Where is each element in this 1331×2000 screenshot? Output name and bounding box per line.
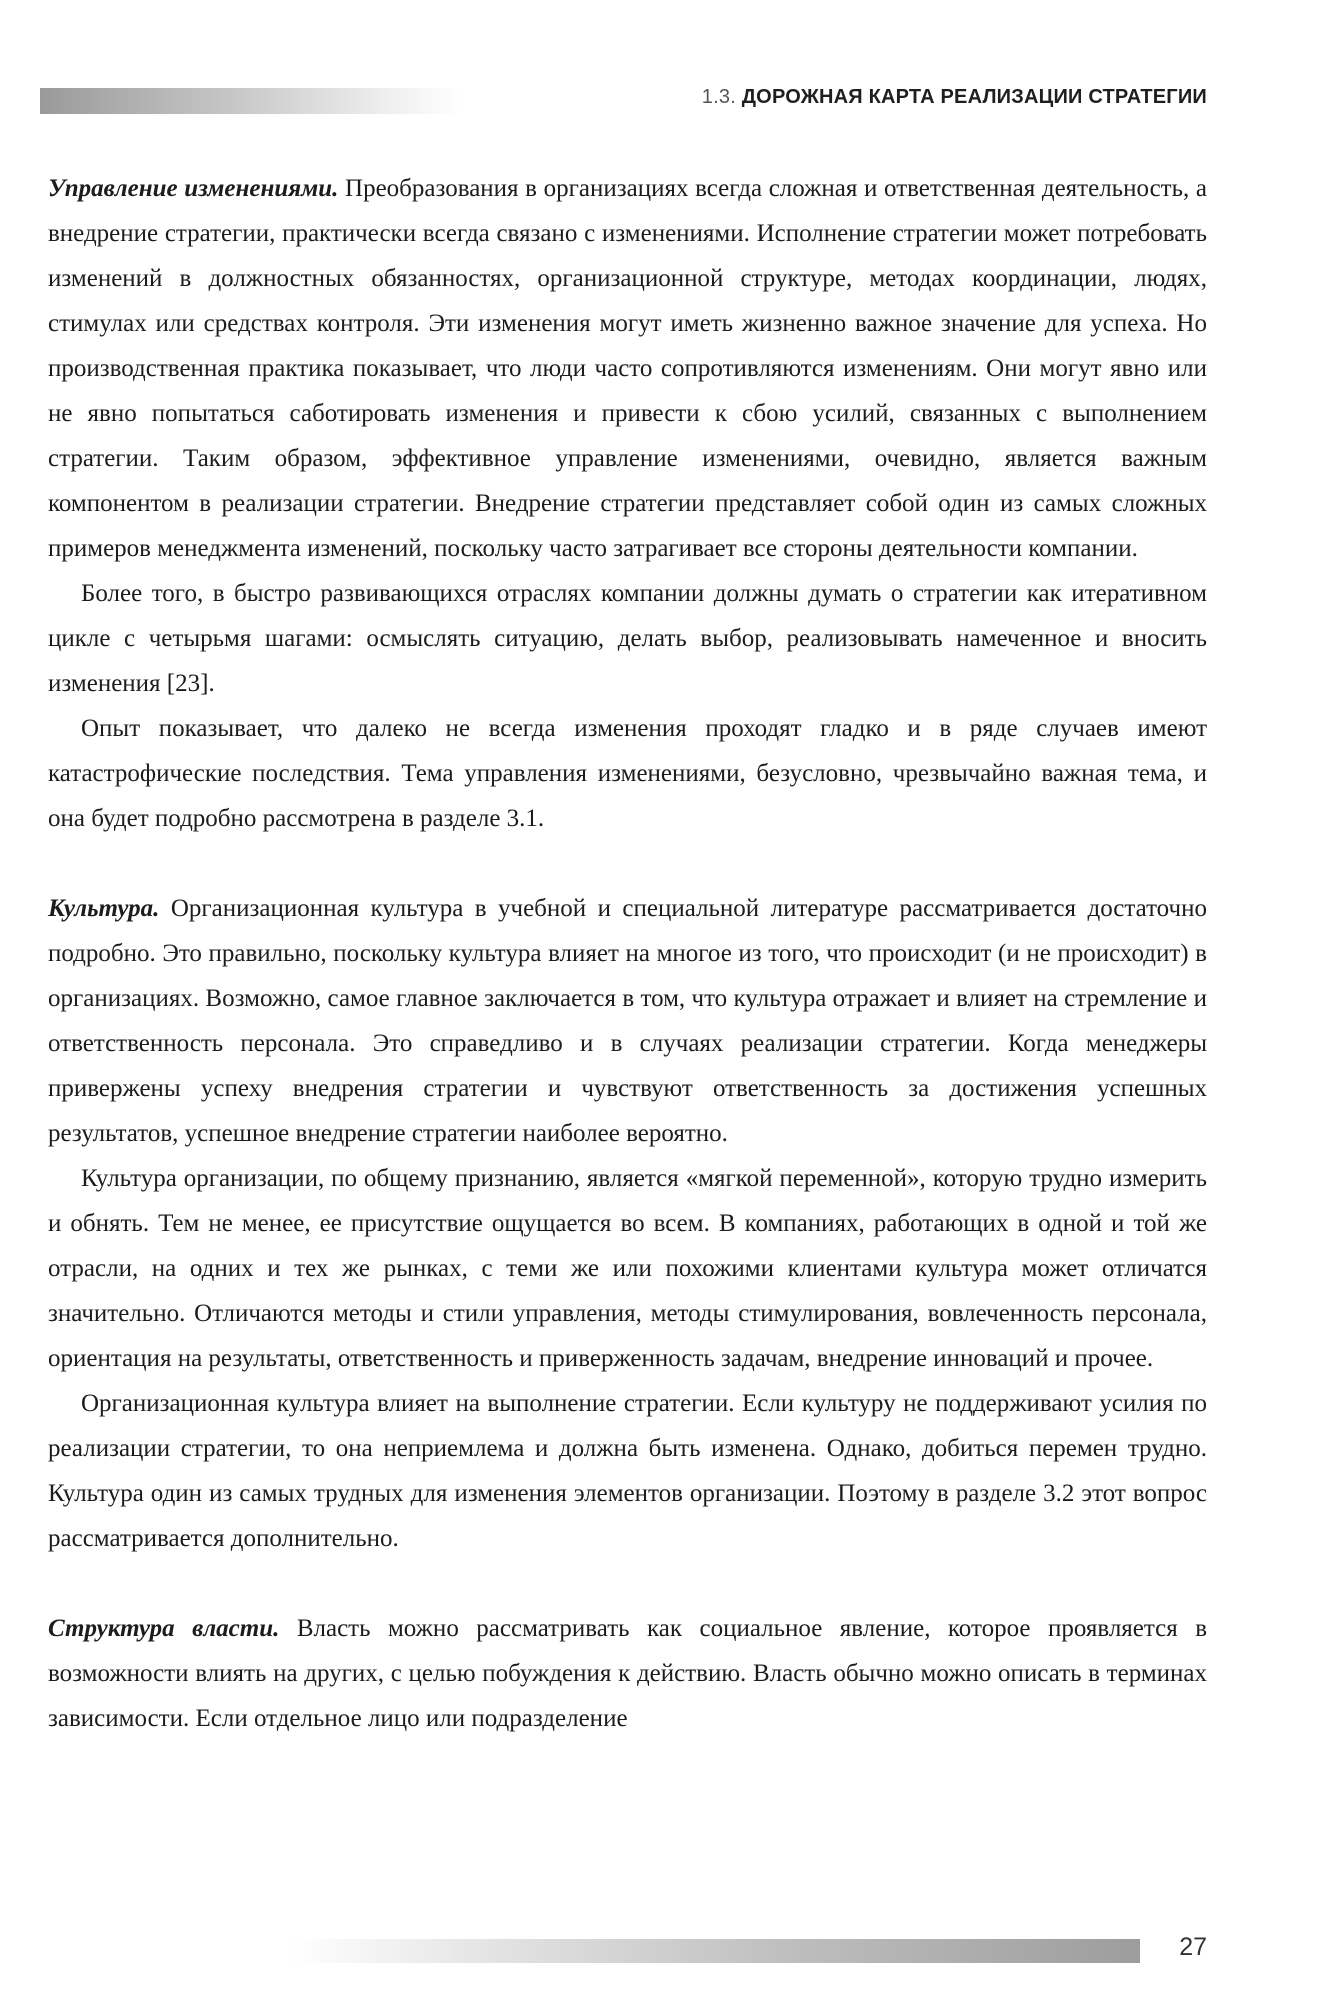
paragraph-text: Власть можно рассматривать как социальное явление, которое проявляется в возможности влиять на других, с целью побуждения к действию. Власть обычно можно описать в терминах зависимости. Если отдельное лицо или подразделение xyxy=(48,1615,1207,1732)
paragraph xyxy=(48,706,1207,841)
paragraph-text: Организационная культура в учебной и специальной литературе рассматривается достаточно подробно. Это правильно, поскольку культура влияет на многое из того, что происходит (и не происходит) в организациях. Возможно, самое главное заключается в том, что культура отражает и влияет на стремление и ответственность персонала. Это справедливо и в случаях реализации стратегии. Когда менеджеры привержены успеху внедрения стратегии и чувствуют ответственность за достижения успешных результатов, успешное внедрение стратегии наиболее вероятно. xyxy=(48,895,1207,1147)
header-decorative-bar xyxy=(40,88,460,114)
paragraph-culture xyxy=(48,886,1207,1156)
paragraph xyxy=(48,1381,1207,1561)
page-body xyxy=(48,166,1207,1741)
paragraph-lead: Структура власти. xyxy=(48,1615,280,1642)
paragraph-lead: Культура. xyxy=(48,895,160,922)
section-number: 1.3. xyxy=(701,86,736,108)
paragraph-change-management xyxy=(48,166,1207,571)
running-head xyxy=(702,86,1207,109)
footer-decorative-bar xyxy=(290,1939,1140,1963)
paragraph-lead: Управление изменениями. xyxy=(48,175,339,202)
paragraph xyxy=(48,571,1207,706)
paragraph-text: Более того, в быстро развивающихся отраслях компании должны думать о стратегии как итеративном цикле с четырьмя шагами: осмыслять ситуацию, делать выбор, реализовывать намеченное и вносить изменения [23]. xyxy=(48,580,1207,697)
paragraph-text: Преобразования в организациях всегда сложная и ответственная деятельность, а внедрение стратегии, практически всегда связано с изменениями. Исполнение стратегии может потребовать изменений в должностных обязанностях, организационной структуре, методах координации, людях, стимулах или средствах контроля. Эти изменения могут иметь жизненно важное значение для успеха. Но производственная практика показывает, что люди часто сопротивляются изменениям. Они могут явно или не явно попытаться саботировать изменения и привести к сбою усилий, связанных с выполнением стратегии. Таким образом, эффективное управление изменениями, очевидно, является важным компонентом в реализации стратегии. Внедрение стратегии представляет собой один из самых сложных примеров менеджмента изменений, поскольку часто затрагивает все стороны деятельности компании. xyxy=(48,175,1207,562)
page-number: 27 xyxy=(1179,1933,1207,1961)
paragraph xyxy=(48,1156,1207,1381)
paragraph-power-structure xyxy=(48,1606,1207,1741)
section-title: ДОРОЖНАЯ КАРТА РЕАЛИЗАЦИИ СТРАТЕГИИ xyxy=(741,86,1207,108)
paragraph-text: Организационная культура влияет на выполнение стратегии. Если культуру не поддерживают усилия по реализации стратегии, то она неприемлема и должна быть изменена. Однако, добиться перемен трудно. Культура один из самых трудных для изменения элементов организации. Поэтому в разделе 3.2 этот вопрос рассматривается дополнительно. xyxy=(48,1390,1207,1552)
paragraph-text: Опыт показывает, что далеко не всегда изменения проходят гладко и в ряде случаев имеют катастрофические последствия. Тема управления изменениями, безусловно, чрезвычайно важная тема, и она будет подробно рассмотрена в разделе 3.1. xyxy=(48,715,1207,832)
paragraph-text: Культура организации, по общему признанию, является «мягкой переменной», которую трудно измерить и обнять. Тем не менее, ее присутствие ощущается во всем. В компаниях, работающих в одной и той же отрасли, на одних и тех же рынках, с теми же или похожими клиентами культура может отличатся значительно. Отличаются методы и стили управления, методы стимулирования, вовлеченность персонала, ориентация на результаты, ответственность и приверженность задачам, внедрение инноваций и прочее. xyxy=(48,1165,1207,1372)
